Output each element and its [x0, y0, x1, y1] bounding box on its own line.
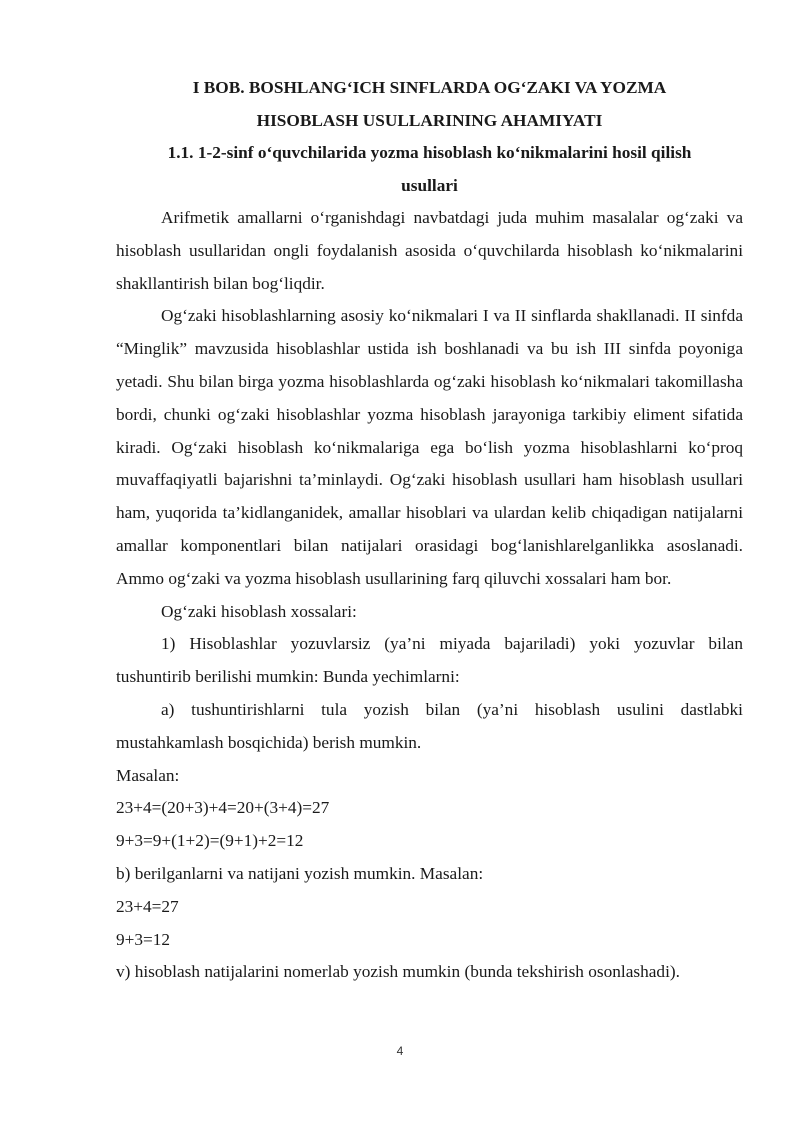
section-heading-line1: 1.1. 1-2-sinf o‘quvchilarida yozma hisoblash ko‘nikmalarini hosil qilish — [167, 143, 692, 162]
page-number: 4 — [396, 1044, 404, 1058]
page-content — [116, 72, 743, 989]
paragraph-item-b: b) berilganlarni va natijani yozish mumkin. Masalan: — [116, 863, 484, 883]
paragraph-properties-heading: Og‘zaki hisoblash xossalari: — [161, 601, 357, 621]
paragraph-item-v: v) hisoblash natijalarini nomerlab yozish mumkin (bunda tekshirish osonlashadi). — [116, 962, 680, 982]
paragraph-intro: Arifmetik amallarni o‘rganishdagi navbatdagi juda muhim masalalar og‘zaki va hisoblash usullaridan ongli foydalanish asosida o‘quvchilarda hisoblash ko‘nikmalarini shakllantirish bilan bog‘liqdir. — [116, 208, 743, 293]
example-line: 23+4=27 — [116, 896, 179, 916]
paragraph-oral-skills: Og‘zaki hisoblashlarning asosiy ko‘nikmalari I va II sinflarda shakllanadi. II sinfda “Minglik” mavzusida hisoblashlar ustida ish boshlanadi va bu ish III sinfda poyoniga yetadi. Shu bilan birga yozma hisoblashlarda og‘zaki hisoblash ko‘nikmalari takomillasha bordi, chunki og‘zaki hisoblashlar yozma hisoblash jarayoniga tarkibiy eliment sifatida kiradi. Og‘zaki hisoblash ko‘nikmalariga ega bo‘lish yozma hisoblashlarni ko‘proq muvaffaqiyatli bajarishni ta’minlaydi. Og‘zaki hisoblash usullari ham hisoblash usullari ham, yuqorida ta’kidlanganidek, amallar hisoblari va ulardan kelib chiqadigan natijalarni amallar komponentlari bilan natijalari orasidagi bog‘lanishlarelganlikka asoslanadi. Ammo og‘zaki va yozma hisoblash usullarining farq qiluvchi xossalari ham bor. — [116, 306, 743, 588]
example-line: 9+3=12 — [116, 929, 171, 949]
chapter-heading-line1: I BOB. BOSHLANG‘ICH SINFLARDA OG‘ZAKI VA YOZMA — [192, 78, 667, 97]
section-heading-line2: usullari — [401, 175, 458, 195]
example-label: Masalan: — [116, 765, 180, 785]
chapter-heading-line2: HISOBLASH USULLARINING AHAMIYATI — [256, 110, 603, 130]
paragraph-item-a: a) tushuntirishlarni tula yozish bilan (ya’ni hisoblash usulini dastlabki mustahkamlash bosqichida) berish mumkin. — [116, 699, 743, 752]
example-line: 9+3=9+(1+2)=(9+1)+2=12 — [116, 831, 304, 851]
example-line: 23+4=(20+3)+4=20+(3+4)=27 — [116, 798, 330, 818]
paragraph-item-1: 1) Hisoblashlar yozuvlarsiz (ya’ni miyada bajariladi) yoki yozuvlar bilan tushuntirib berilishi mumkin: Bunda yechimlarni: — [116, 634, 743, 687]
